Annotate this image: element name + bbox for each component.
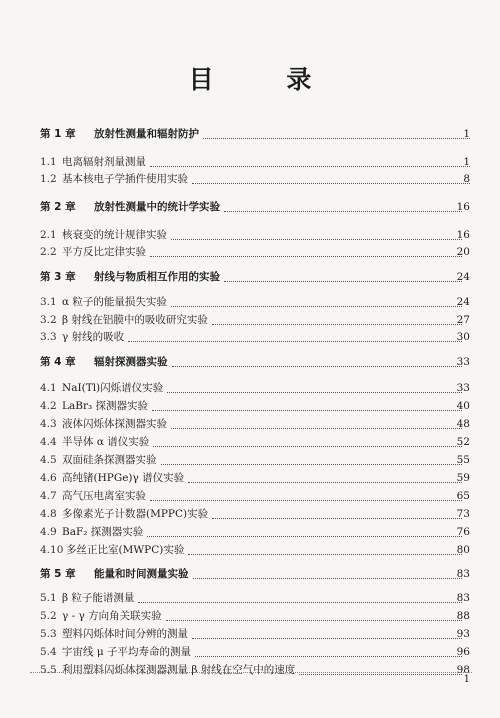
toc-entry-title: 射线与物质相互作用的实验 — [94, 271, 220, 283]
toc-section-row[interactable] — [0, 507, 500, 521]
toc-page-number: 1 — [463, 156, 470, 168]
toc-section-row[interactable] — [0, 435, 500, 449]
toc-entry-title: 辐射探测器实验 — [94, 356, 168, 368]
toc-entry-number: 1.2 — [40, 173, 57, 185]
toc-entry-number: 5.4 — [40, 646, 57, 658]
toc-entry-number: 4.2 — [40, 400, 57, 412]
toc-entry-number: 4.7 — [40, 490, 57, 502]
toc-entry-number: 3.2 — [40, 314, 57, 326]
toc-section-row[interactable] — [0, 627, 500, 641]
toc-leader-dots — [193, 564, 463, 579]
toc-page-number: 33 — [456, 382, 470, 394]
toc-entry-title: β 射线在铝膜中的吸收研究实验 — [62, 314, 208, 326]
toc-chapter-row[interactable] — [0, 567, 500, 581]
toc-page-number: 83 — [456, 592, 470, 604]
toc-entry-title: β 粒子能谱测量 — [62, 592, 135, 604]
toc-leader-dots — [212, 310, 462, 325]
toc-section-row[interactable] — [0, 155, 500, 169]
toc-entry-title: 平方反比定律实验 — [62, 246, 146, 258]
toc-entry-title: 半导体 α 谱仪实验 — [62, 436, 150, 448]
toc-entry-title: 高纯锗(HPGe)γ 谱仪实验 — [62, 472, 185, 484]
footer-page-number: 1 — [463, 674, 470, 685]
toc-leader-dots — [166, 606, 462, 621]
toc-entry-title: 基本核电子学插件使用实验 — [62, 173, 188, 185]
toc-entry-number: 第 3 章 — [40, 271, 76, 283]
footer-divider — [30, 672, 472, 673]
toc-entry-number: 1.1 — [40, 156, 57, 168]
toc-chapter-row[interactable] — [0, 200, 500, 214]
toc-section-row[interactable] — [0, 313, 500, 327]
toc-entry-number: 2.1 — [40, 229, 57, 241]
toc-chapter-row[interactable] — [0, 355, 500, 369]
toc-entry-number: 4.5 — [40, 454, 57, 466]
toc-page-number: 52 — [456, 436, 470, 448]
toc-page-number: 65 — [456, 490, 470, 502]
toc-entry-number: 第 4 章 — [40, 356, 76, 368]
toc-entry-title: γ - γ 方向角关联实验 — [62, 610, 162, 622]
toc-leader-dots — [224, 197, 462, 212]
toc-section-row[interactable] — [0, 172, 500, 186]
toc-leader-dots — [171, 292, 462, 307]
toc-section-row[interactable] — [0, 609, 500, 623]
toc-section-row[interactable] — [0, 453, 500, 467]
toc-section-row[interactable] — [0, 295, 500, 309]
toc-page-number: 40 — [456, 400, 470, 412]
toc-entry-title: γ 射线的吸收 — [62, 331, 125, 343]
toc-leader-dots — [188, 540, 462, 555]
toc-section-row[interactable] — [0, 417, 500, 431]
toc-leader-dots — [153, 432, 462, 447]
toc-section-row[interactable] — [0, 399, 500, 413]
toc-page-number: 96 — [456, 646, 470, 658]
toc-entry-title: 电离辐射剂量测量 — [62, 156, 146, 168]
toc-page-number: 55 — [456, 454, 470, 466]
toc-chapter-row[interactable] — [0, 127, 500, 141]
toc-leader-dots — [192, 624, 462, 639]
toc-section-row[interactable] — [0, 591, 500, 605]
toc-leader-dots — [212, 504, 462, 519]
toc-leader-dots — [150, 242, 462, 257]
toc-chapter-row[interactable] — [0, 270, 500, 284]
toc-entry-number: 4.1 — [40, 382, 57, 394]
toc-section-row[interactable] — [0, 489, 500, 503]
toc-page-number: 59 — [456, 472, 470, 484]
toc-page-number: 8 — [463, 173, 470, 185]
toc-entry-title: 核衰变的统计规律实验 — [62, 229, 167, 241]
toc-page-number: 24 — [456, 271, 470, 283]
toc-section-row[interactable] — [0, 245, 500, 259]
toc-page-number: 83 — [456, 568, 470, 580]
toc-page-number: 76 — [456, 526, 470, 538]
toc-entry-number: 5.2 — [40, 610, 57, 622]
toc-leader-dots — [167, 378, 462, 393]
toc-entry-number: 第 2 章 — [40, 201, 76, 213]
toc-entry-title: α 粒子的能量损失实验 — [62, 296, 167, 308]
toc-entry-title: 多像素光子计数器(MPPC)实验 — [62, 508, 209, 520]
toc-entry-title: 多丝正比室(MWPC)实验 — [66, 544, 185, 556]
toc-entry-number: 4.6 — [40, 472, 57, 484]
toc-page-number: 16 — [456, 229, 470, 241]
toc-entry-number: 5.3 — [40, 628, 57, 640]
page-title: 目 录 — [188, 65, 344, 94]
toc-page-number: 73 — [456, 508, 470, 520]
toc-section-row[interactable] — [0, 525, 500, 539]
toc-entry-title: 高气压电离室实验 — [62, 490, 146, 502]
toc-section-row[interactable] — [0, 228, 500, 242]
toc-page-number: 88 — [456, 610, 470, 622]
toc-page-number: 93 — [456, 628, 470, 640]
toc-page-number: 98 — [456, 664, 470, 676]
toc-page-number: 27 — [456, 314, 470, 326]
toc-leader-dots — [138, 588, 462, 603]
toc-entry-number: 3.1 — [40, 296, 57, 308]
toc-entry-title: 宇宙线 μ 子平均寿命的测量 — [62, 646, 191, 658]
toc-page-number: 16 — [456, 201, 470, 213]
toc-entry-title: LaBr₃ 探测器实验 — [62, 400, 149, 412]
toc-page-number: 20 — [456, 246, 470, 258]
toc-entry-number: 4.4 — [40, 436, 57, 448]
toc-entry-title: 双面硅条探测器实验 — [62, 454, 157, 466]
toc-leader-dots — [147, 522, 462, 537]
toc-entry-number: 4.9 — [40, 526, 57, 538]
toc-leader-dots — [150, 152, 470, 167]
toc-entry-number: 第 1 章 — [40, 128, 76, 140]
toc-leader-dots — [161, 450, 463, 465]
toc-leader-dots — [171, 414, 462, 429]
toc-entry-number: 5.5 — [40, 664, 57, 676]
toc-page-number: 48 — [456, 418, 470, 430]
toc-leader-dots — [171, 225, 462, 240]
toc-leader-dots — [172, 352, 463, 367]
toc-entry-title: 放射性测量和辐射防护 — [94, 128, 199, 140]
toc-entry-title: 塑料闪烁体时间分辨的测量 — [62, 628, 188, 640]
toc-section-row[interactable] — [0, 330, 500, 344]
toc-section-row[interactable] — [0, 663, 500, 677]
toc-section-row[interactable] — [0, 471, 500, 485]
toc-entry-number: 第 5 章 — [40, 568, 76, 580]
toc-leader-dots — [188, 468, 462, 483]
toc-entry-number: 3.3 — [40, 331, 57, 343]
toc-entry-title: 能量和时间测量实验 — [94, 568, 189, 580]
toc-leader-dots — [128, 327, 462, 342]
toc-leader-dots — [150, 486, 462, 501]
toc-entry-number: 4.8 — [40, 508, 57, 520]
toc-leader-dots — [224, 267, 462, 282]
toc-entry-title: 放射性测量中的统计学实验 — [94, 201, 220, 213]
toc-entry-number: 4.10 — [40, 544, 64, 556]
toc-entry-number: 2.2 — [40, 246, 57, 258]
toc-entry-number: 5.1 — [40, 592, 57, 604]
toc-section-row[interactable] — [0, 645, 500, 659]
toc-leader-dots — [192, 169, 470, 184]
toc-entry-title: 利用塑料闪烁体探测器测量 β 射线在空气中的速度 — [62, 664, 296, 676]
toc-page-number: 30 — [456, 331, 470, 343]
toc-entry-title: BaF₂ 探测器实验 — [62, 526, 144, 538]
toc-page-number: 1 — [463, 128, 470, 140]
toc-page-number: 33 — [456, 356, 470, 368]
toc-entry-title: 液体闪烁体探测器实验 — [62, 418, 167, 430]
toc-section-row[interactable] — [0, 381, 500, 395]
toc-entry-number: 4.3 — [40, 418, 57, 430]
toc-leader-dots — [152, 396, 462, 411]
toc-page-number: 24 — [456, 296, 470, 308]
toc-section-row[interactable] — [0, 543, 500, 557]
toc-entry-title: NaI(Tl)闪烁谱仪实验 — [62, 382, 164, 394]
toc-leader-dots — [195, 642, 462, 657]
toc-page-number: 80 — [456, 544, 470, 556]
